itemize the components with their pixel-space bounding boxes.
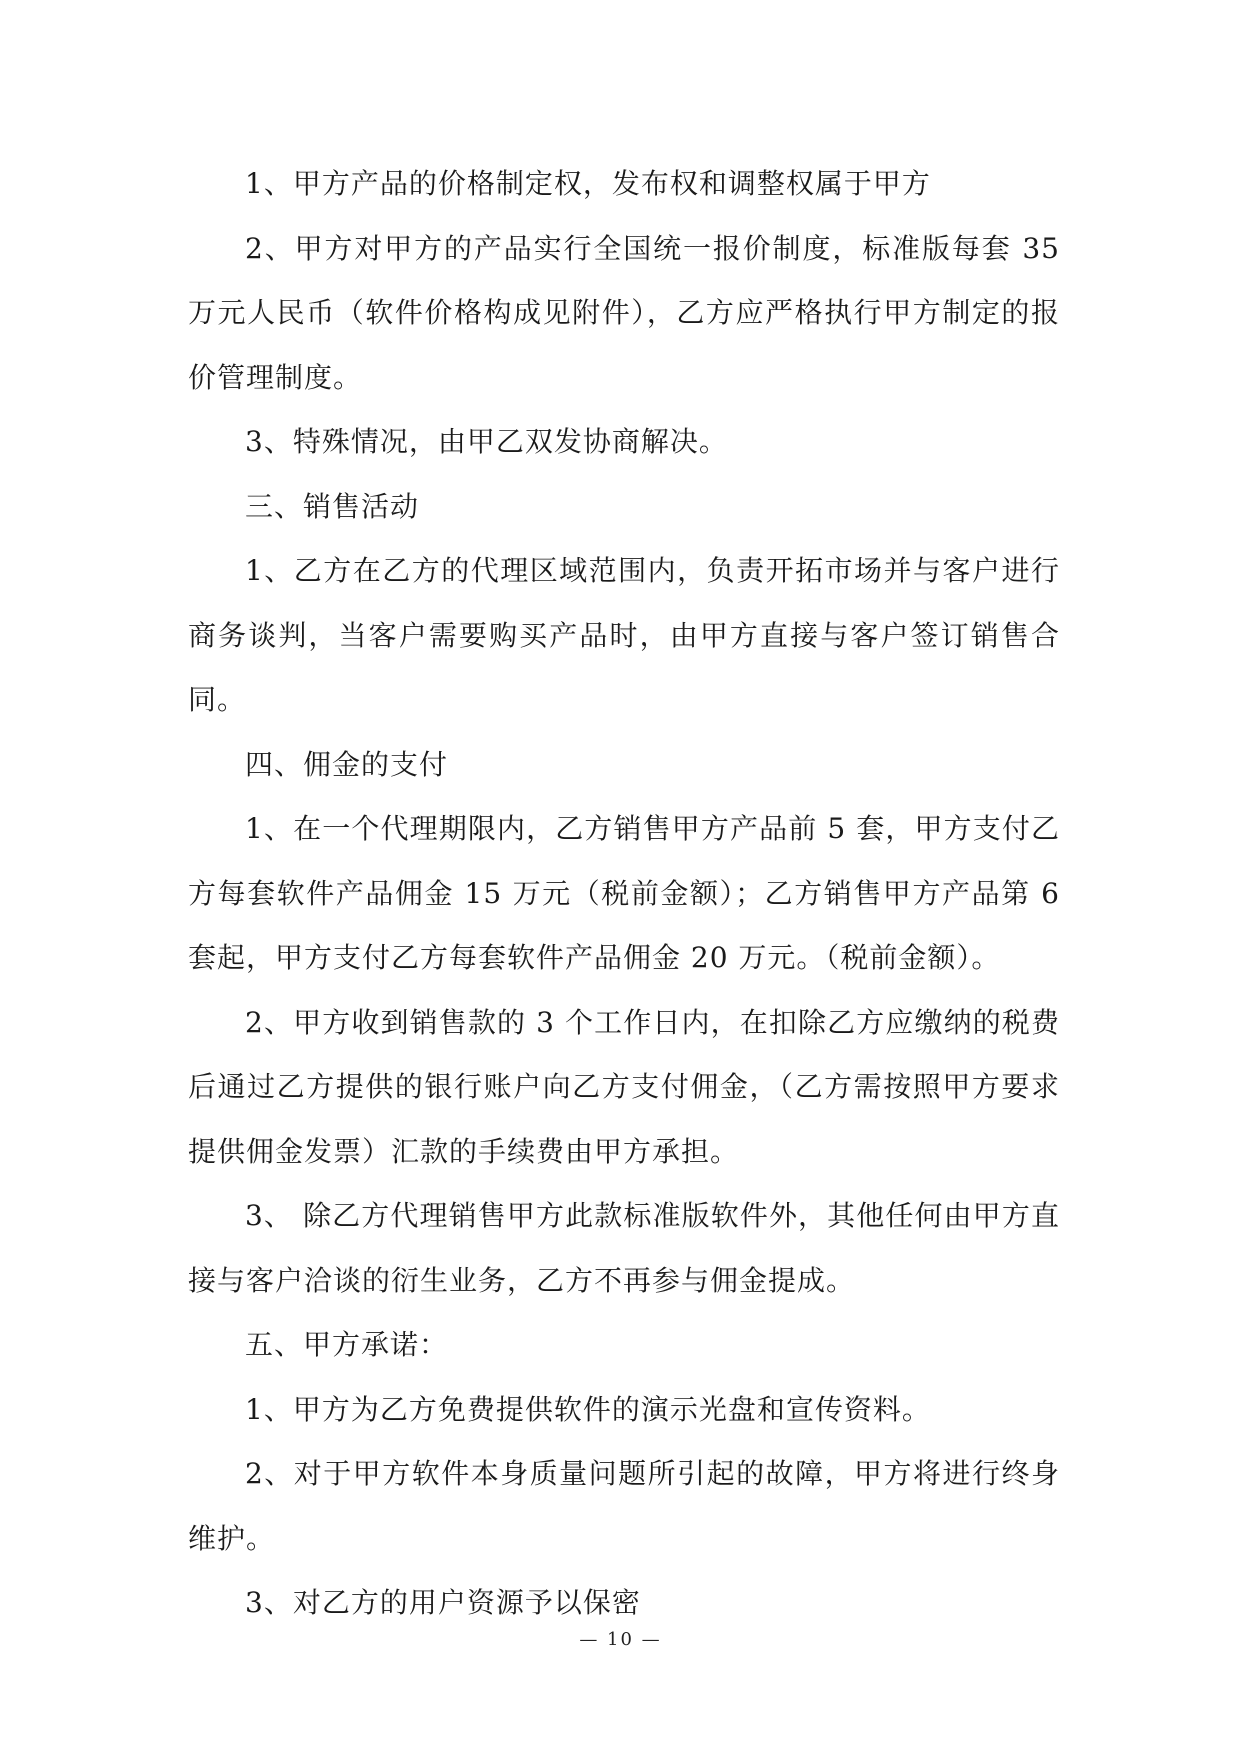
section-heading-party-a-commitments: 五、甲方承诺： xyxy=(245,1328,449,1361)
paragraph-confidentiality: 3、对乙方的用户资源予以保密 xyxy=(245,1586,641,1619)
paragraph-commission-rates: 1、在一个代理期限内，乙方销售甲方产品前 5 套，甲方支付乙方每套软件产品佣金 15 万元（税前金额）；乙方销售甲方产品第 6 套起，甲方支付乙方每套软件产品佣金 20 万元。（税前金额）。 xyxy=(188,812,1060,974)
page-number: — 10 — xyxy=(579,1629,662,1650)
paragraph-demo-materials: 1、甲方为乙方免费提供软件的演示光盘和宣传资料。 xyxy=(245,1392,931,1426)
document-body xyxy=(188,152,1060,1636)
paragraph-sales-negotiation: 1、乙方在乙方的代理区域范围内，负责开拓市场并与客户进行商务谈判，当客户需要购买产品时，由甲方直接与客户签订销售合同。 xyxy=(188,554,1060,716)
paragraph-pricing-authority: 1、甲方产品的价格制定权，发布权和调整权属于甲方 xyxy=(245,167,931,200)
section-heading-sales-activities: 三、销售活动 xyxy=(245,489,420,523)
section-heading-commission-payment: 四、佣金的支付 xyxy=(245,747,449,781)
paragraph-lifetime-maintenance: 2、对于甲方软件本身质量问题所引起的故障，甲方将进行终身维护。 xyxy=(188,1457,1060,1555)
paragraph-commission-timing: 2、甲方收到销售款的 3 个工作日内，在扣除乙方应缴纳的税费后通过乙方提供的银行账户向乙方支付佣金，（乙方需按照甲方要求提供佣金发票）汇款的手续费由甲方承担。 xyxy=(188,1005,1060,1168)
paragraph-special-cases: 3、特殊情况，由甲乙双发协商解决。 xyxy=(245,425,728,458)
paragraph-unified-pricing: 2、甲方对甲方的产品实行全国统一报价制度，标准版每套 35 万元人民币（软件价格构成见附件），乙方应严格执行甲方制定的报价管理制度。 xyxy=(188,231,1060,394)
paragraph-derivative-business: 3、 除乙方代理销售甲方此款标准版软件外，其他任何由甲方直接与客户洽谈的衍生业务，乙方不再参与佣金提成。 xyxy=(188,1199,1060,1297)
